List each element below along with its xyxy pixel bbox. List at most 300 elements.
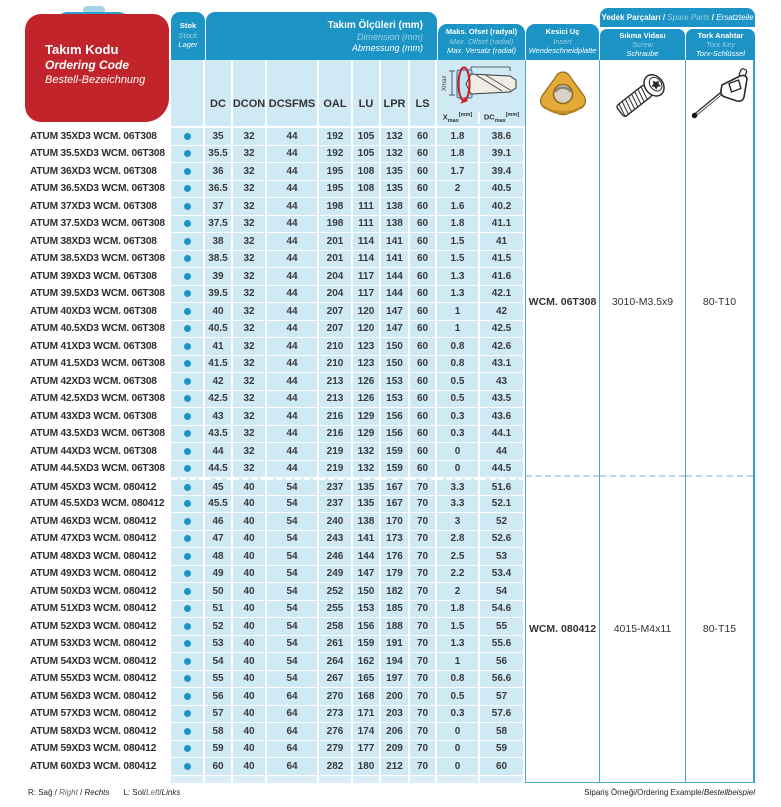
tool-code: ATUM 40XD3 WCM. 06T308 xyxy=(25,303,171,321)
max-offset-header xyxy=(438,24,525,60)
table-row xyxy=(25,198,525,216)
stock-cell xyxy=(171,478,205,496)
value-cell: 70 xyxy=(410,601,437,619)
value-cell: 70 xyxy=(410,671,437,689)
stock-cell xyxy=(171,181,205,199)
value-cell: 42 xyxy=(205,373,233,391)
filler-cell xyxy=(233,776,267,783)
stock-header-de: Lager xyxy=(178,40,198,49)
torx-header-de: Torx-Schlüssel xyxy=(696,49,745,58)
tool-code: ATUM 44.5XD3 WCM. 06T308 xyxy=(25,461,171,479)
stock-cell xyxy=(171,461,205,479)
table-row xyxy=(25,338,525,356)
value-cell: 135 xyxy=(353,478,381,496)
stock-dot-icon xyxy=(184,448,191,455)
stock-cell xyxy=(171,251,205,269)
value-cell: 135 xyxy=(381,181,410,199)
footer xyxy=(28,788,755,797)
value-cell: 54.6 xyxy=(480,601,525,619)
value-cell: 60 xyxy=(410,426,437,444)
value-cell: 276 xyxy=(319,723,353,741)
table-row xyxy=(25,688,525,706)
value-cell: 70 xyxy=(410,653,437,671)
value-cell: 153 xyxy=(381,391,410,409)
value-cell: 240 xyxy=(319,513,353,531)
value-cell: 44 xyxy=(267,146,319,164)
stock-dot-icon xyxy=(184,588,191,595)
value-cell: 44 xyxy=(267,128,319,146)
value-cell: 40 xyxy=(233,723,267,741)
stock-dot-icon xyxy=(184,710,191,717)
value-cell: 60 xyxy=(410,146,437,164)
stock-cell xyxy=(171,618,205,636)
value-cell: 55 xyxy=(480,618,525,636)
value-cell: 216 xyxy=(319,426,353,444)
value-cell: 141 xyxy=(381,233,410,251)
stock-dot-icon xyxy=(184,728,191,735)
tool-code: ATUM 45XD3 WCM. 080412 xyxy=(25,478,171,496)
stock-dot-icon xyxy=(184,168,191,175)
stock-cell xyxy=(171,146,205,164)
stock-dot-icon xyxy=(184,325,191,332)
value-cell: 44 xyxy=(267,181,319,199)
value-cell: 44 xyxy=(267,338,319,356)
value-cell: 252 xyxy=(319,583,353,601)
value-cell: 40 xyxy=(233,513,267,531)
value-cell: 54 xyxy=(267,671,319,689)
value-cell: 174 xyxy=(353,723,381,741)
value-cell: 60 xyxy=(410,338,437,356)
value-cell: 43.6 xyxy=(480,408,525,426)
screw-code-group2: 4015-M4x11 xyxy=(613,623,672,636)
value-cell: 44 xyxy=(267,391,319,409)
value-cell: 32 xyxy=(233,373,267,391)
value-cell: 105 xyxy=(353,128,381,146)
filler-cell xyxy=(410,776,437,783)
stock-dot-icon xyxy=(184,413,191,420)
value-cell: 44.1 xyxy=(480,426,525,444)
value-cell: 54 xyxy=(267,496,319,514)
value-cell: 38 xyxy=(205,233,233,251)
value-cell: 40 xyxy=(233,496,267,514)
value-cell: 1.5 xyxy=(437,233,480,251)
rows-container xyxy=(25,128,525,783)
value-cell: 53 xyxy=(480,548,525,566)
value-cell: 70 xyxy=(410,723,437,741)
value-cell: 219 xyxy=(319,443,353,461)
stock-dot-icon xyxy=(184,484,191,491)
value-cell: 45 xyxy=(205,478,233,496)
filler-cell xyxy=(381,776,410,783)
tool-code: ATUM 51XD3 WCM. 080412 xyxy=(25,601,171,619)
value-cell: 64 xyxy=(267,723,319,741)
value-cell: 197 xyxy=(381,671,410,689)
value-cell: 41.6 xyxy=(480,268,525,286)
value-cell: 70 xyxy=(410,531,437,549)
col-header-dcsfms: DCSFMS xyxy=(267,60,319,128)
value-cell: 0.8 xyxy=(437,338,480,356)
value-cell: 38.6 xyxy=(480,128,525,146)
value-cell: 32 xyxy=(233,268,267,286)
value-cell: 58 xyxy=(480,723,525,741)
value-cell: 135 xyxy=(381,163,410,181)
value-cell: 60 xyxy=(410,461,437,479)
value-cell: 60 xyxy=(410,163,437,181)
value-cell: 3 xyxy=(437,513,480,531)
value-cell: 54 xyxy=(267,653,319,671)
table-row xyxy=(25,478,525,496)
stock-cell xyxy=(171,601,205,619)
value-cell: 32 xyxy=(233,251,267,269)
stock-dot-icon xyxy=(184,605,191,612)
radial-offset-diagram xyxy=(438,61,524,107)
value-cell: 159 xyxy=(381,443,410,461)
value-cell: 55 xyxy=(205,671,233,689)
value-cell: 111 xyxy=(353,216,381,234)
table-row xyxy=(25,531,525,549)
stock-dot-icon xyxy=(184,745,191,752)
value-cell: 70 xyxy=(410,548,437,566)
value-cell: 0.8 xyxy=(437,356,480,374)
stock-cell xyxy=(171,391,205,409)
value-cell: 36 xyxy=(205,163,233,181)
tool-code: ATUM 37.5XD3 WCM. 06T308 xyxy=(25,216,171,234)
value-cell: 54 xyxy=(267,583,319,601)
tool-code: ATUM 49XD3 WCM. 080412 xyxy=(25,566,171,584)
tool-code: ATUM 46XD3 WCM. 080412 xyxy=(25,513,171,531)
value-cell: 39.5 xyxy=(205,286,233,304)
tool-code: ATUM 50XD3 WCM. 080412 xyxy=(25,583,171,601)
stock-dot-icon xyxy=(184,220,191,227)
spare-parts-section xyxy=(525,60,755,783)
value-cell: 44 xyxy=(267,268,319,286)
screw-header xyxy=(600,29,685,60)
stock-dot-icon xyxy=(184,535,191,542)
value-cell: 0.3 xyxy=(437,426,480,444)
stock-dot-icon xyxy=(184,238,191,245)
stock-cell xyxy=(171,198,205,216)
max-offset-header-en: Max. Offset (radial) xyxy=(449,36,514,46)
value-cell: 40 xyxy=(233,653,267,671)
value-cell: 270 xyxy=(319,688,353,706)
value-cell: 0.5 xyxy=(437,373,480,391)
value-cell: 216 xyxy=(319,408,353,426)
value-cell: 60 xyxy=(410,216,437,234)
value-cell: 60 xyxy=(410,373,437,391)
value-cell: 41.1 xyxy=(480,216,525,234)
stock-cell xyxy=(171,216,205,234)
screw-column xyxy=(599,60,685,782)
value-cell: 141 xyxy=(381,251,410,269)
value-cell: 60 xyxy=(480,758,525,776)
value-cell: 43.5 xyxy=(480,391,525,409)
table-row xyxy=(25,216,525,234)
value-cell: 41 xyxy=(205,338,233,356)
spare-parts-sep: / xyxy=(660,13,668,22)
value-cell: 3.3 xyxy=(437,496,480,514)
value-cell: 70 xyxy=(410,741,437,759)
value-cell: 38.5 xyxy=(205,251,233,269)
value-cell: 32 xyxy=(233,216,267,234)
col-header-ls: LS xyxy=(410,60,437,128)
insert-header-tr: Kesici Uç xyxy=(545,27,580,36)
stock-cell xyxy=(171,741,205,759)
tool-code: ATUM 44XD3 WCM. 06T308 xyxy=(25,443,171,461)
stock-subheader-cell xyxy=(171,60,205,128)
value-cell: 40 xyxy=(233,478,267,496)
value-cell: 138 xyxy=(381,198,410,216)
value-cell: 44.5 xyxy=(205,461,233,479)
value-cell: 32 xyxy=(233,461,267,479)
stock-dot-icon xyxy=(184,273,191,280)
value-cell: 32 xyxy=(233,233,267,251)
max-offset-header-tr: Maks. Ofset (radyal) xyxy=(445,27,518,36)
value-cell: 50 xyxy=(205,583,233,601)
value-cell: 54 xyxy=(267,478,319,496)
value-cell: 144 xyxy=(353,548,381,566)
filler-cell xyxy=(480,776,525,783)
stock-cell xyxy=(171,163,205,181)
header-bestell-bezeichnung: Bestell-Bezeichnung xyxy=(45,74,146,86)
tool-code: ATUM 36.5XD3 WCM. 06T308 xyxy=(25,181,171,199)
value-cell: 150 xyxy=(381,338,410,356)
tool-code: ATUM 60XD3 WCM. 080412 xyxy=(25,758,171,776)
filler-cell xyxy=(267,776,319,783)
stock-dot-icon xyxy=(184,360,191,367)
value-cell: 40 xyxy=(233,671,267,689)
value-cell: 159 xyxy=(381,461,410,479)
stock-cell xyxy=(171,321,205,339)
value-cell: 279 xyxy=(319,741,353,759)
value-cell: 40 xyxy=(233,688,267,706)
value-cell: 45.5 xyxy=(205,496,233,514)
value-cell: 114 xyxy=(353,251,381,269)
value-cell: 40.5 xyxy=(205,321,233,339)
stock-cell xyxy=(171,303,205,321)
stock-cell xyxy=(171,758,205,776)
value-cell: 32 xyxy=(233,321,267,339)
value-cell: 1.5 xyxy=(437,618,480,636)
value-cell: 117 xyxy=(353,286,381,304)
stock-dot-icon xyxy=(184,203,191,210)
value-cell: 44 xyxy=(267,233,319,251)
value-cell: 258 xyxy=(319,618,353,636)
value-cell: 42.1 xyxy=(480,286,525,304)
value-cell: 249 xyxy=(319,566,353,584)
value-cell: 167 xyxy=(381,496,410,514)
value-cell: 42.5 xyxy=(480,321,525,339)
stock-cell xyxy=(171,583,205,601)
stock-dot-icon xyxy=(184,430,191,437)
value-cell: 200 xyxy=(381,688,410,706)
value-cell: 261 xyxy=(319,636,353,654)
insert-column xyxy=(525,60,599,782)
torx-key-icon xyxy=(688,66,752,122)
value-cell: 60 xyxy=(410,356,437,374)
value-cell: 177 xyxy=(353,741,381,759)
table-row xyxy=(25,706,525,724)
value-cell: 40 xyxy=(233,636,267,654)
value-cell: 264 xyxy=(319,653,353,671)
tool-code: ATUM 56XD3 WCM. 080412 xyxy=(25,688,171,706)
value-cell: 36.5 xyxy=(205,181,233,199)
stock-dot-icon xyxy=(184,255,191,262)
value-cell: 57 xyxy=(205,706,233,724)
stock-dot-icon xyxy=(184,570,191,577)
tool-code: ATUM 35.5XD3 WCM. 06T308 xyxy=(25,146,171,164)
table-row xyxy=(25,461,525,479)
value-cell: 0.5 xyxy=(437,391,480,409)
value-cell: 40 xyxy=(233,618,267,636)
value-cell: 114 xyxy=(353,233,381,251)
value-cell: 210 xyxy=(319,356,353,374)
value-cell: 32 xyxy=(233,198,267,216)
value-cell: 44 xyxy=(267,408,319,426)
value-cell: 182 xyxy=(381,583,410,601)
table-row xyxy=(25,356,525,374)
insert-header-de: Wendeschneidplatte xyxy=(528,46,597,55)
stock-cell xyxy=(171,688,205,706)
dimensions-header-de: Abmessung (mm) xyxy=(351,43,423,53)
value-cell: 59 xyxy=(205,741,233,759)
value-cell: 70 xyxy=(410,496,437,514)
table-row xyxy=(25,513,525,531)
tool-code: ATUM 59XD3 WCM. 080412 xyxy=(25,741,171,759)
table-row xyxy=(25,321,525,339)
value-cell: 108 xyxy=(353,163,381,181)
value-cell: 40 xyxy=(205,303,233,321)
value-cell: 1.5 xyxy=(437,251,480,269)
tool-code: ATUM 37XD3 WCM. 06T308 xyxy=(25,198,171,216)
value-cell: 49 xyxy=(205,566,233,584)
value-cell: 44 xyxy=(267,216,319,234)
value-cell: 1 xyxy=(437,321,480,339)
value-cell: 32 xyxy=(233,338,267,356)
value-cell: 42 xyxy=(480,303,525,321)
value-cell: 1 xyxy=(437,303,480,321)
value-cell: 40 xyxy=(233,548,267,566)
value-cell: 1.8 xyxy=(437,216,480,234)
table-row xyxy=(25,583,525,601)
value-cell: 54 xyxy=(267,566,319,584)
stock-dot-icon xyxy=(184,553,191,560)
value-cell: 44 xyxy=(267,426,319,444)
value-cell: 156 xyxy=(381,408,410,426)
torx-icon-cell xyxy=(686,60,753,128)
value-cell: 51.6 xyxy=(480,478,525,496)
stock-cell xyxy=(171,723,205,741)
stock-dot-icon xyxy=(184,640,191,647)
spare-parts-en: Spare Parts xyxy=(667,13,710,22)
value-cell: 1.8 xyxy=(437,601,480,619)
value-cell: 147 xyxy=(381,303,410,321)
value-cell: 60 xyxy=(410,408,437,426)
value-cell: 56 xyxy=(480,653,525,671)
value-cell: 108 xyxy=(353,181,381,199)
value-cell: 54 xyxy=(267,513,319,531)
stock-cell xyxy=(171,373,205,391)
tool-code: ATUM 42XD3 WCM. 06T308 xyxy=(25,373,171,391)
filler-cell xyxy=(25,776,171,783)
value-cell: 43.5 xyxy=(205,426,233,444)
value-cell: 195 xyxy=(319,163,353,181)
value-cell: 60 xyxy=(410,321,437,339)
value-cell: 42.5 xyxy=(205,391,233,409)
value-cell: 44 xyxy=(267,198,319,216)
value-cell: 246 xyxy=(319,548,353,566)
value-cell: 46 xyxy=(205,513,233,531)
value-cell: 44 xyxy=(267,286,319,304)
dimensions-header-tr: Takım Ölçüleri (mm) xyxy=(327,20,423,31)
value-cell: 32 xyxy=(233,356,267,374)
stock-cell xyxy=(171,548,205,566)
value-cell: 56 xyxy=(205,688,233,706)
value-cell: 70 xyxy=(410,618,437,636)
col-header-dc: DC xyxy=(205,60,233,128)
stock-dot-icon xyxy=(184,658,191,665)
value-cell: 60 xyxy=(410,268,437,286)
value-cell: 132 xyxy=(381,146,410,164)
torx-column xyxy=(685,60,755,782)
value-cell: 1.8 xyxy=(437,128,480,146)
table-row xyxy=(25,373,525,391)
value-cell: 70 xyxy=(410,566,437,584)
table-row xyxy=(25,181,525,199)
value-cell: 32 xyxy=(233,181,267,199)
tool-code: ATUM 57XD3 WCM. 080412 xyxy=(25,706,171,724)
value-cell: 70 xyxy=(410,583,437,601)
value-cell: 59 xyxy=(480,741,525,759)
value-cell: 141 xyxy=(353,531,381,549)
value-cell: 70 xyxy=(410,758,437,776)
value-cell: 41.5 xyxy=(480,251,525,269)
value-cell: 243 xyxy=(319,531,353,549)
value-cell: 267 xyxy=(319,671,353,689)
torx-header-tr: Tork Anahtar xyxy=(697,31,744,40)
value-cell: 0 xyxy=(437,723,480,741)
value-cell: 70 xyxy=(410,688,437,706)
value-cell: 60 xyxy=(410,198,437,216)
value-cell: 191 xyxy=(381,636,410,654)
screw-icon-cell xyxy=(600,60,685,128)
value-cell: 51 xyxy=(205,601,233,619)
value-cell: 0 xyxy=(437,741,480,759)
value-cell: 123 xyxy=(353,356,381,374)
table-row xyxy=(25,303,525,321)
stock-cell xyxy=(171,128,205,146)
insert-code-group1: WCM. 06T308 xyxy=(526,128,599,478)
value-cell: 54 xyxy=(267,618,319,636)
stock-dot-icon xyxy=(184,308,191,315)
table-row xyxy=(25,408,525,426)
tool-code: ATUM 43.5XD3 WCM. 06T308 xyxy=(25,426,171,444)
value-cell: 54 xyxy=(267,531,319,549)
value-cell: 0.5 xyxy=(437,688,480,706)
value-cell: 32 xyxy=(233,286,267,304)
value-cell: 126 xyxy=(353,391,381,409)
value-cell: 237 xyxy=(319,478,353,496)
stock-cell xyxy=(171,566,205,584)
stock-dot-icon xyxy=(184,623,191,630)
offset-subheader xyxy=(437,60,525,128)
value-cell: 44 xyxy=(267,251,319,269)
value-cell: 53 xyxy=(205,636,233,654)
value-cell: 207 xyxy=(319,321,353,339)
table-row xyxy=(25,426,525,444)
value-cell: 43.1 xyxy=(480,356,525,374)
value-cell: 44.5 xyxy=(480,461,525,479)
ordering-code-header xyxy=(25,14,169,122)
